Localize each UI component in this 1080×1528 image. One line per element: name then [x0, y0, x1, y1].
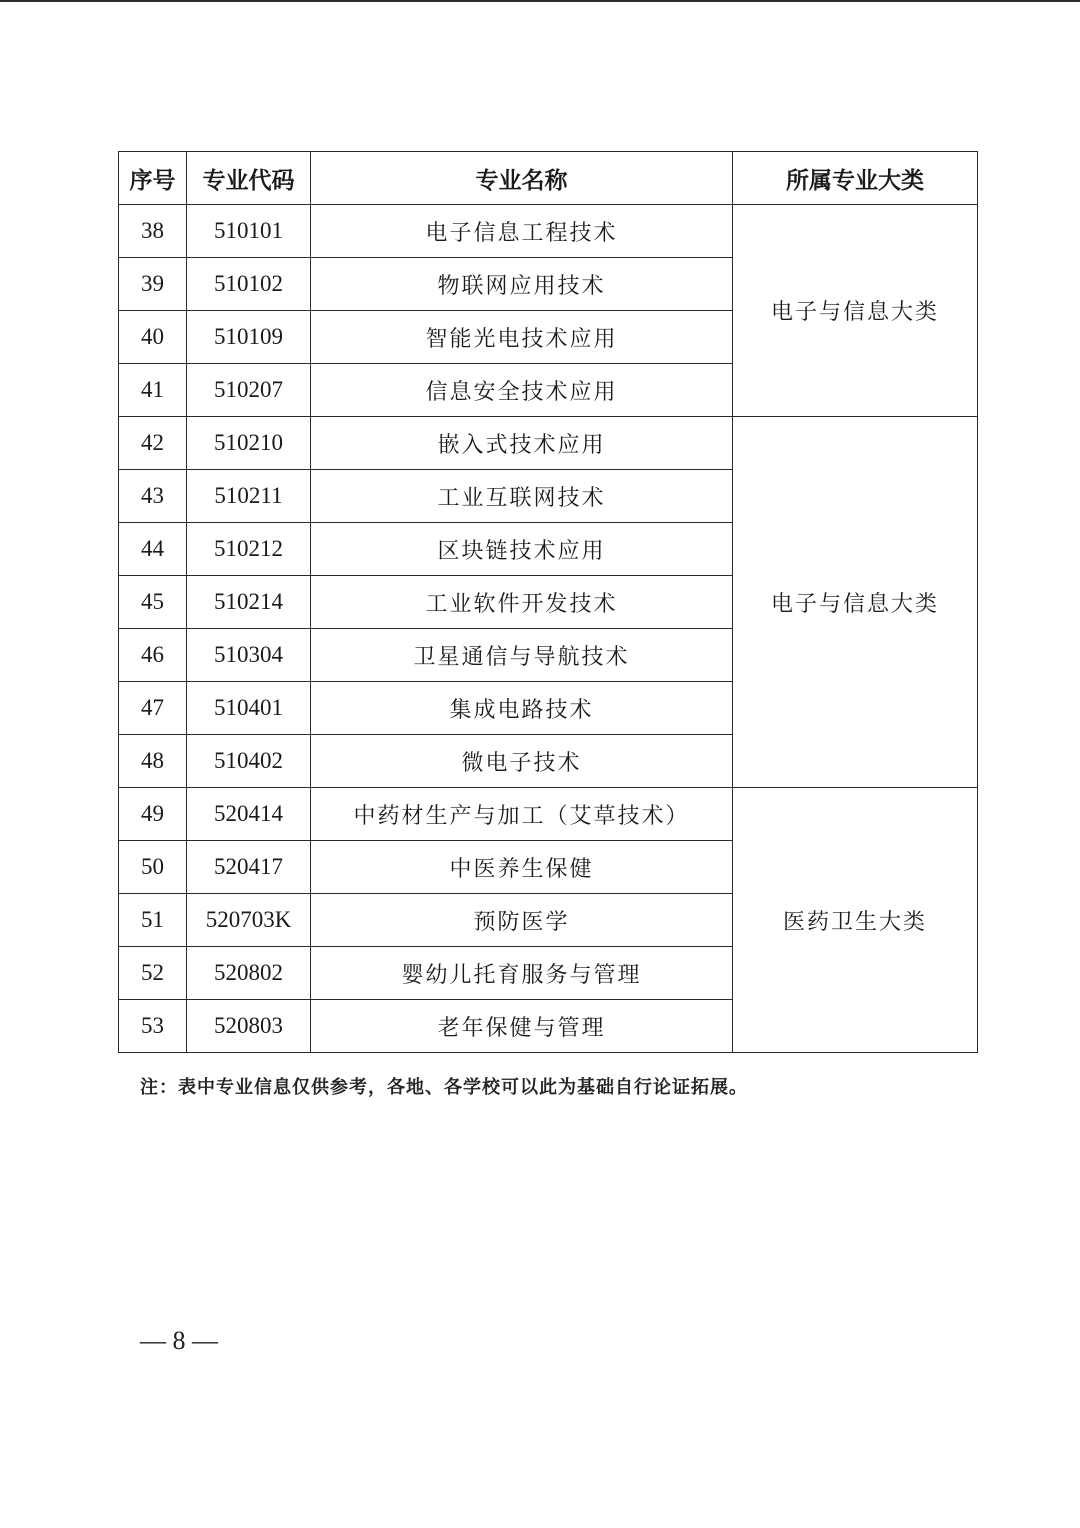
cell-seq: 50: [119, 841, 187, 894]
cell-name: 集成电路技术: [311, 682, 733, 735]
cell-seq: 49: [119, 788, 187, 841]
cell-code: 510214: [187, 576, 311, 629]
cell-code: 520414: [187, 788, 311, 841]
cell-code: 510401: [187, 682, 311, 735]
footnote: 注：表中专业信息仅供参考，各地、各学校可以此为基础自行论证拓展。: [140, 1077, 748, 1098]
cell-name: 中药材生产与加工（艾草技术）: [311, 788, 733, 841]
header-seq: 序号: [119, 152, 187, 205]
cell-name: 电子信息工程技术: [311, 205, 733, 258]
cell-seq: 47: [119, 682, 187, 735]
cell-seq: 44: [119, 523, 187, 576]
cell-name: 嵌入式技术应用: [311, 417, 733, 470]
cell-seq: 39: [119, 258, 187, 311]
cell-code: 510210: [187, 417, 311, 470]
cell-code: 520703K: [187, 894, 311, 947]
cell-seq: 42: [119, 417, 187, 470]
cell-code: 510304: [187, 629, 311, 682]
cell-seq: 51: [119, 894, 187, 947]
header-name: 专业名称: [311, 152, 733, 205]
cell-seq: 46: [119, 629, 187, 682]
cell-name: 智能光电技术应用: [311, 311, 733, 364]
cell-seq: 40: [119, 311, 187, 364]
cell-seq: 45: [119, 576, 187, 629]
table-row: [119, 788, 978, 841]
table-header-row: [119, 152, 978, 205]
cell-seq: 43: [119, 470, 187, 523]
cell-seq: 52: [119, 947, 187, 1000]
cell-name: 工业互联网技术: [311, 470, 733, 523]
cell-code: 510207: [187, 364, 311, 417]
cell-category: 电子与信息大类: [733, 417, 978, 788]
cell-name: 卫星通信与导航技术: [311, 629, 733, 682]
cell-name: 工业软件开发技术: [311, 576, 733, 629]
cell-name: 老年保健与管理: [311, 1000, 733, 1053]
majors-table: [118, 151, 978, 1053]
cell-name: 婴幼儿托育服务与管理: [311, 947, 733, 1000]
cell-seq: 41: [119, 364, 187, 417]
table-row: [119, 417, 978, 470]
cell-seq: 53: [119, 1000, 187, 1053]
cell-seq: 38: [119, 205, 187, 258]
cell-name: 中医养生保健: [311, 841, 733, 894]
cell-code: 510102: [187, 258, 311, 311]
cell-name: 微电子技术: [311, 735, 733, 788]
cell-name: 区块链技术应用: [311, 523, 733, 576]
table-body: [119, 205, 978, 1053]
cell-category: 电子与信息大类: [733, 205, 978, 417]
cell-code: 510402: [187, 735, 311, 788]
cell-code: 510211: [187, 470, 311, 523]
cell-code: 510109: [187, 311, 311, 364]
top-border-line: [0, 0, 1080, 2]
cell-code: 510101: [187, 205, 311, 258]
header-category: 所属专业大类: [733, 152, 978, 205]
cell-category: 医药卫生大类: [733, 788, 978, 1053]
table-row: [119, 205, 978, 258]
cell-code: 520802: [187, 947, 311, 1000]
cell-seq: 48: [119, 735, 187, 788]
header-code: 专业代码: [187, 152, 311, 205]
cell-name: 信息安全技术应用: [311, 364, 733, 417]
cell-code: 510212: [187, 523, 311, 576]
cell-name: 物联网应用技术: [311, 258, 733, 311]
cell-code: 520417: [187, 841, 311, 894]
cell-name: 预防医学: [311, 894, 733, 947]
cell-code: 520803: [187, 1000, 311, 1053]
page-number: — 8 —: [140, 1326, 218, 1355]
